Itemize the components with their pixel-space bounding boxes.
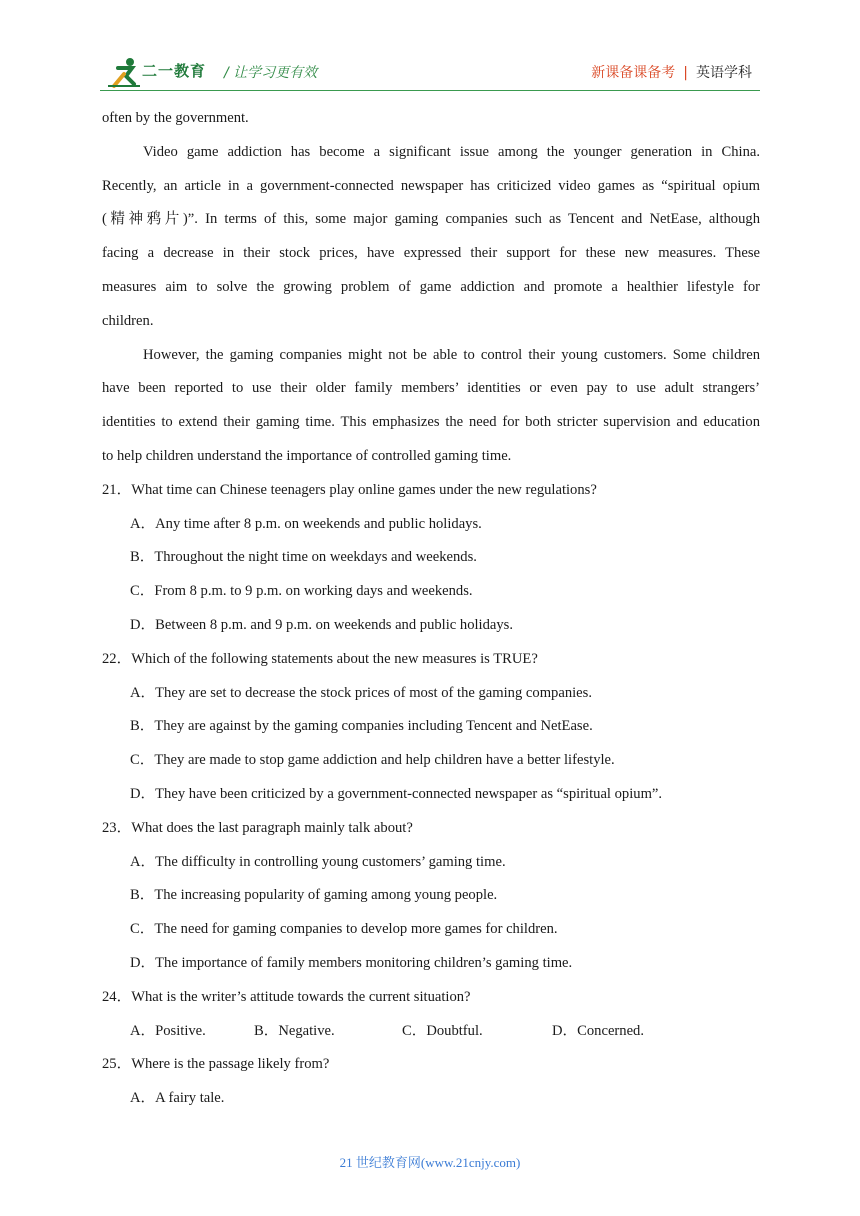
answer-option: D．Between 8 p.m. and 9 p.m. on weekends and public holidays. <box>130 616 514 633</box>
question-stem: 24．What is the writer’s attitude towards the current situation? <box>102 988 471 1005</box>
answer-option: B．The increasing popularity of gaming among young people. <box>130 887 498 904</box>
answer-option: C．From 8 p.m. to 9 p.m. on working days and weekends. <box>130 583 473 600</box>
passage-line: to help children understand the importance of controlled gaming time. <box>102 447 512 464</box>
header-labels <box>591 62 752 82</box>
brand-logo <box>104 56 224 90</box>
logo-text: 二一教育 <box>142 62 207 80</box>
passage-line: Recently, an article in a government-connected newspaper has criticized video games as “spiritual opium <box>102 177 760 194</box>
passage-line: measures aim to solve the growing problem of game addiction and promote a healthier lifestyle for <box>102 278 760 295</box>
header-separator: | <box>683 65 688 81</box>
passage-line: Video game addiction has become a significant issue among the younger generation in China. <box>143 143 760 160</box>
header-label-subject: 英语学科 <box>696 65 752 81</box>
header-divider <box>100 90 760 91</box>
page-header <box>0 0 860 100</box>
passage-line: identities to extend their gaming time. This emphasizes the need for both stricter supervision and education <box>102 414 760 431</box>
passage-line: often by the government. <box>102 110 249 126</box>
question-stem: 22．Which of the following statements about the new measures is TRUE? <box>102 650 538 667</box>
question-stem: 21．What time can Chinese teenagers play online games under the new regulations? <box>102 481 597 498</box>
runner-icon <box>104 56 144 90</box>
answer-option: C．They are made to stop game addiction and help children have a better lifestyle. <box>130 752 615 769</box>
answer-option: A．The difficulty in controlling young customers’ gaming time. <box>130 853 506 870</box>
header-label-prep: 新课备课备考 <box>591 65 676 81</box>
answer-option: B．They are against by the gaming companies including Tencent and NetEase. <box>130 718 593 735</box>
answer-option: D．They have been criticized by a government-connected newspaper as “spiritual opium”. <box>130 785 663 802</box>
answer-option: B．Throughout the night time on weekdays and weekends. <box>130 549 477 566</box>
passage-line: have been reported to use their older family members’ identities or even pay to use adult strangers’ <box>102 380 760 397</box>
answer-option: D．Concerned. <box>552 1022 644 1039</box>
answer-option: A．A fairy tale. <box>130 1090 225 1107</box>
answer-option: C．The need for gaming companies to develop more games for children. <box>130 921 558 938</box>
question-stem: 23．What does the last paragraph mainly talk about? <box>102 819 413 836</box>
answer-options-row <box>102 1015 760 1049</box>
passage-line: (精神鸦片)”. In terms of this, some major gaming companies such as Tencent and NetEase, although <box>102 211 760 228</box>
answer-option: B．Negative. <box>254 1022 335 1039</box>
answer-option: C．Doubtful. <box>402 1022 483 1039</box>
answer-option: A．Any time after 8 p.m. on weekends and public holidays. <box>130 515 482 532</box>
answer-option: A．They are set to decrease the stock prices of most of the gaming companies. <box>130 684 592 701</box>
passage-line: children. <box>102 312 154 329</box>
passage-line: facing a decrease in their stock prices, have expressed their support for these new measures. These <box>102 245 760 262</box>
answer-option: A．Positive. <box>130 1022 206 1039</box>
answer-option: D．The importance of family members monitoring children’s gaming time. <box>130 954 573 971</box>
slogan: / 让学习更有效 <box>224 65 318 81</box>
passage-line: However, the gaming companies might not be able to control their young customers. Some children <box>143 346 760 363</box>
page-footer: 21 世纪教育网(www.21cnjy.com) <box>339 1155 521 1170</box>
question-stem: 25．Where is the passage likely from? <box>102 1056 330 1073</box>
document-body <box>102 102 760 1116</box>
